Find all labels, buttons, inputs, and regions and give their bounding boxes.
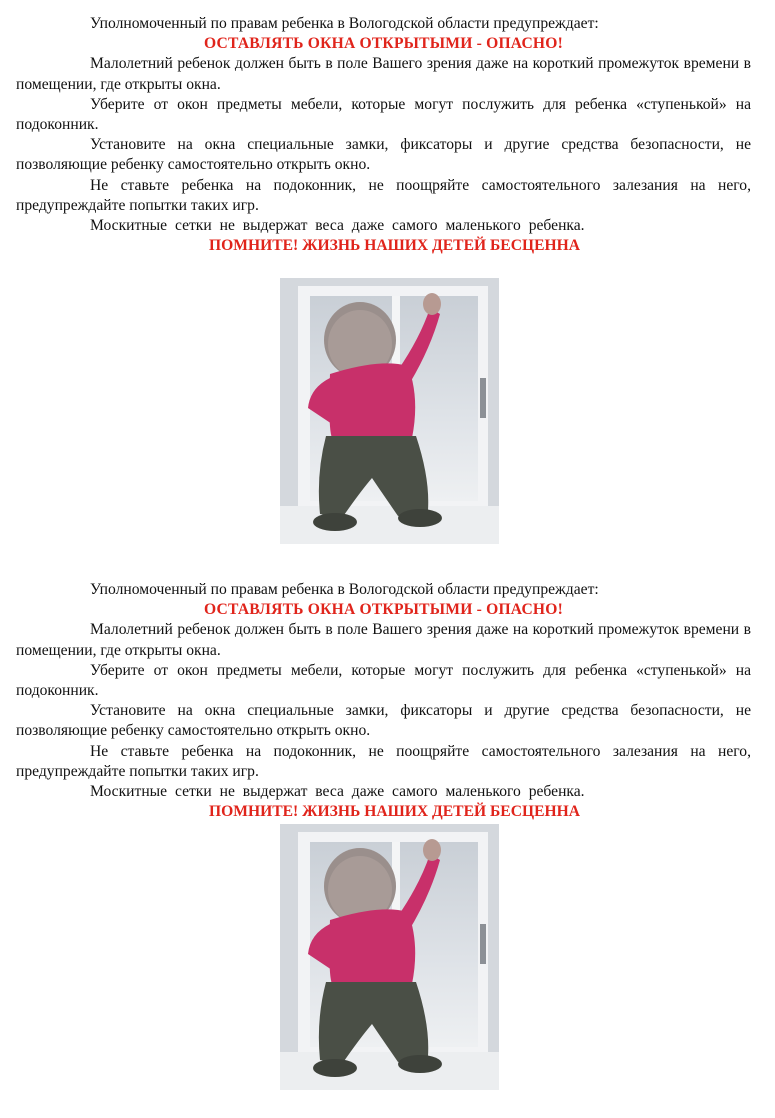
child-at-window-photo-2 xyxy=(280,824,499,1090)
notice-headline: ОСТАВЛЯТЬ ОКНА ОТКРЫТЫМИ - ОПАСНО! xyxy=(204,35,563,53)
notice-paragraph-windowsill: Не ставьте ребенка на подоконник, не поощряйте самостоятельного залезания на него, предупреждайте попытки таких игр. xyxy=(16,176,751,214)
notice-headline: ОСТАВЛЯТЬ ОКНА ОТКРЫТЫМИ - ОПАСНО! xyxy=(204,601,563,619)
child-at-window-illustration xyxy=(280,824,499,1090)
notice-paragraph-furniture: Уберите от окон предметы мебели, которые могут послужить для ребенка «ступенькой» на подоконник. xyxy=(16,95,751,134)
notice-paragraph-supervision: Малолетний ребенок должен быть в поле Вашего зрения даже на короткий промежуток времени в помещении, где открыты окна. xyxy=(16,55,751,93)
child-at-window-photo-1 xyxy=(280,278,499,544)
notice-footer: ПОМНИТЕ! ЖИЗНЬ НАШИХ ДЕТЕЙ БЕСЦЕННА xyxy=(208,803,581,821)
notice-intro: Уполномоченный по правам ребенка в Вологодской области предупреждает: xyxy=(90,581,599,598)
notice-paragraph-windowsill: Не ставьте ребенка на подоконник, не поощряйте самостоятельного залезания на него, предупреждайте попытки таких игр. xyxy=(16,742,751,780)
child-at-window-illustration xyxy=(280,278,499,544)
notice-footer: ПОМНИТЕ! ЖИЗНЬ НАШИХ ДЕТЕЙ БЕСЦЕННА xyxy=(208,237,581,255)
notice-paragraph-locks: Установите на окна специальные замки, фиксаторы и другие средства безопасности, не позволяющие ребенку самостоятельно открыть окно. xyxy=(16,136,751,174)
notice-paragraph-mosquito-nets: Москитные сетки не выдержат веса даже самого маленького ребенка. xyxy=(90,783,585,801)
notice-paragraph-locks: Установите на окна специальные замки, фиксаторы и другие средства безопасности, не позволяющие ребенку самостоятельно открыть окно. xyxy=(16,702,751,740)
notice-block-1 xyxy=(16,14,751,256)
notice-paragraph-mosquito-nets: Москитные сетки не выдержат веса даже самого маленького ребенка. xyxy=(90,217,585,235)
notice-block-2 xyxy=(16,580,751,822)
notice-paragraph-supervision: Малолетний ребенок должен быть в поле Вашего зрения даже на короткий промежуток времени в помещении, где открыты окна. xyxy=(16,621,751,659)
notice-paragraph-furniture: Уберите от окон предметы мебели, которые могут послужить для ребенка «ступенькой» на подоконник. xyxy=(16,661,751,700)
notice-intro: Уполномоченный по правам ребенка в Вологодской области предупреждает: xyxy=(90,15,599,32)
